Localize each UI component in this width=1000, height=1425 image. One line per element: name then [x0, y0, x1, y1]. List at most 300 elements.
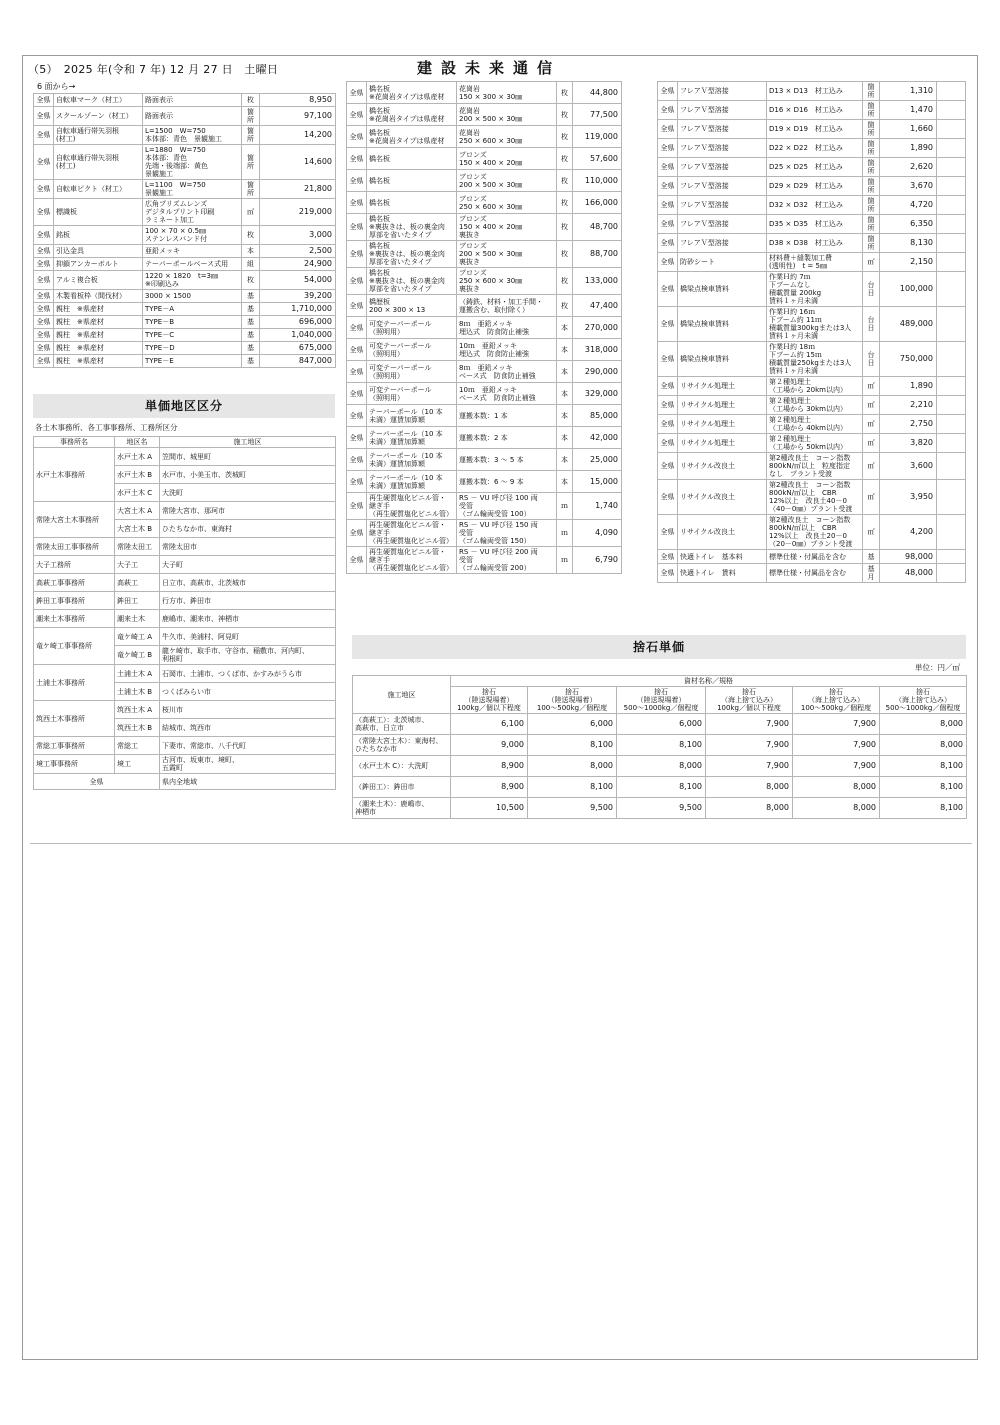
region-cell: 全県: [658, 342, 678, 377]
item-name-cell: 親柱 ※県産材: [54, 342, 143, 355]
item-name-cell: リサイクル処理土: [678, 434, 767, 453]
unit-cell: 枚: [557, 192, 573, 214]
item-name-cell: リサイクル改良土: [678, 515, 767, 550]
bottom-divider: [30, 843, 972, 844]
price-cell: 6,350: [880, 215, 937, 234]
price-cell: 3,820: [880, 434, 937, 453]
region-cell: 全県: [658, 158, 678, 177]
spec-cell: 1220 × 1820 t=3㎜ ※印刷込み: [143, 271, 242, 290]
spec-cell: ブロンズ 250 × 600 × 30㎜: [457, 192, 557, 214]
price-cell: 100,000: [880, 272, 937, 307]
price-cell: 3,950: [880, 480, 937, 515]
table-row: [658, 377, 966, 396]
region-cell: 全県: [347, 383, 367, 405]
item-name-cell: 可変テーパーポール （照明用）: [367, 339, 457, 361]
unit-cell: 枚: [557, 170, 573, 192]
unit-cell: 枚: [557, 82, 573, 104]
unit-cell: 基: [242, 342, 260, 355]
price-cell: 1,660: [880, 120, 937, 139]
item-name-cell: 親柱 ※県産材: [54, 329, 143, 342]
aggregate-table: [352, 675, 967, 819]
region-cell: 全県: [34, 329, 54, 342]
unit-cell: 箇所: [863, 120, 880, 139]
table-row: [347, 361, 622, 383]
unit-cell: 本: [557, 383, 573, 405]
district-row: [34, 502, 336, 520]
aggregate-area-cell: （高萩工）：北茨城市、 高萩市、日立市: [353, 714, 451, 735]
region-cell: 全県: [34, 226, 54, 245]
table-row: [658, 515, 966, 550]
spec-cell: RS － VU 呼び径 150 両 受管 （ゴム輪両受管 150）: [457, 520, 557, 547]
district-area-name: 大宮土木 B: [115, 520, 160, 538]
newspaper-title: 建設未来通信: [417, 59, 562, 77]
aggregate-row: [353, 777, 967, 798]
district-cities: 大洗町: [160, 484, 336, 502]
item-name-cell: 橋名板 ※裏抜きは、板の裏金肉 厚部を省いたタイプ: [367, 241, 457, 268]
district-cities: 大子町: [160, 556, 336, 574]
region-cell: 全県: [658, 215, 678, 234]
price-cell: 1,470: [880, 101, 937, 120]
unit-cell: 本: [557, 361, 573, 383]
spec-cell: 標準仕様・付属品を含む: [767, 550, 863, 564]
spec-cell: L=1880 W=750 本体部：青色 先端・後端部：黄色 景観施工: [143, 145, 242, 180]
item-name-cell: リサイクル処理土: [678, 415, 767, 434]
item-name-cell: スクールゾーン（材工）: [54, 107, 143, 126]
district-row: [34, 737, 336, 755]
table-row: [34, 271, 336, 290]
item-name-cell: 親柱 ※県産材: [54, 303, 143, 316]
item-name-cell: 親柱 ※県産材: [54, 316, 143, 329]
unit-cell: ㎡: [863, 515, 880, 550]
district-row: [34, 556, 336, 574]
spec-cell: テーパーポールベース式用: [143, 258, 242, 271]
item-name-cell: 標識板: [54, 199, 143, 226]
item-name-cell: フレアＶ型溶接: [678, 120, 767, 139]
item-name-cell: リサイクル処理土: [678, 377, 767, 396]
price-table-1: [33, 93, 336, 368]
price-cell: 489,000: [880, 307, 937, 342]
district-area-name: 水戸土木 C: [115, 484, 160, 502]
price-cell: 6,790: [573, 547, 622, 574]
table-row: [658, 82, 966, 101]
unit-cell: 基: [242, 290, 260, 303]
region-cell: 全県: [347, 493, 367, 520]
region-cell: 全県: [658, 253, 678, 272]
unit-cell: 箇所: [863, 139, 880, 158]
spec-cell: 運搬本数：3 ～ 5 本: [457, 449, 557, 471]
region-cell: 全県: [34, 180, 54, 199]
blank-cell: [937, 434, 966, 453]
price-cell: 318,000: [573, 339, 622, 361]
region-cell: 全県: [347, 192, 367, 214]
spec-cell: D29 × D29 材工込み: [767, 177, 863, 196]
aggregate-column-header: 捨石 （陸送現場着） 500～1000kg／個程度: [617, 687, 706, 714]
price-cell: 48,000: [880, 564, 937, 583]
item-name-cell: 自転車ピクト（材工）: [54, 180, 143, 199]
aggregate-column-header: 捨石 （海上捨て込み） 500～1000kg／個程度: [880, 687, 967, 714]
aggregate-price-cell: 8,100: [617, 777, 706, 798]
district-area-name: 境工: [115, 755, 160, 774]
table-row: [347, 449, 622, 471]
unit-cell: ｍ: [557, 493, 573, 520]
price-cell: 4,720: [880, 196, 937, 215]
district-cities: 古河市、坂東市、境町、 五霞町: [160, 755, 336, 774]
unit-cell: 箇所: [863, 196, 880, 215]
region-cell: 全県: [347, 82, 367, 104]
district-cities: 牛久市、美浦村、阿見町: [160, 628, 336, 646]
item-name-cell: 再生硬質塩化ビニル管・ 継ぎ手 （再生硬質塩化ビニル管）: [367, 520, 457, 547]
region-cell: 全県: [34, 290, 54, 303]
region-cell: 全県: [347, 148, 367, 170]
item-name-cell: 橋名板 ※花崗岩タイプは県産材: [367, 104, 457, 126]
district-cities: 笠間市、城里町: [160, 448, 336, 466]
price-cell: 14,200: [260, 126, 336, 145]
item-name-cell: リサイクル改良土: [678, 453, 767, 480]
district-all-area: 県内全地域: [160, 774, 336, 790]
unit-cell: 枚: [557, 268, 573, 295]
spec-cell: 3000 × 1500: [143, 290, 242, 303]
item-name-cell: テーパーポール（10 本 未満）運賃加算額: [367, 471, 457, 493]
unit-cell: 箇所: [863, 234, 880, 253]
unit-cell: 枚: [557, 241, 573, 268]
spec-cell: 運搬本数：6 ～ 9 本: [457, 471, 557, 493]
spec-cell: 10ｍ 亜鉛メッキ 埋込式 防食防止補強: [457, 339, 557, 361]
spec-cell: TYPE－A: [143, 303, 242, 316]
table-row: [347, 104, 622, 126]
unit-cell: 基: [863, 550, 880, 564]
spec-cell: 花崗岩 200 × 500 × 30㎜: [457, 104, 557, 126]
item-name-cell: 橋名板 ※裏抜きは、板の裏金肉 厚部を省いたタイプ: [367, 214, 457, 241]
district-cities: 石岡市、土浦市、つくば市、かすみがうら市: [160, 665, 336, 683]
spec-cell: 10ｍ 亜鉛メッキ ベース式 防食防止補強: [457, 383, 557, 405]
price-cell: 696,000: [260, 316, 336, 329]
item-name-cell: 抑鎖アンカーボルト: [54, 258, 143, 271]
district-office: 土浦土木事務所: [34, 665, 115, 701]
price-cell: 97,100: [260, 107, 336, 126]
price-cell: 24,900: [260, 258, 336, 271]
price-cell: 14,600: [260, 145, 336, 180]
price-cell: 1,710,000: [260, 303, 336, 316]
table-row: [34, 258, 336, 271]
item-name-cell: フレアＶ型溶接: [678, 139, 767, 158]
table-row: [34, 145, 336, 180]
table-row: [34, 199, 336, 226]
aggregate-price-cell: 8,900: [451, 756, 528, 777]
price-cell: 8,950: [260, 94, 336, 107]
item-name-cell: 橋歴板 200 × 300 × 13: [367, 295, 457, 317]
unit-cell: ｍ: [557, 547, 573, 574]
blank-cell: [937, 82, 966, 101]
aggregate-price-cell: 10,500: [451, 798, 528, 819]
region-cell: 全県: [658, 101, 678, 120]
price-cell: 42,000: [573, 427, 622, 449]
district-cities: 下妻市、常総市、八千代町: [160, 737, 336, 755]
table-row: [658, 215, 966, 234]
aggregate-price-cell: 8,100: [528, 735, 617, 756]
price-cell: 1,310: [880, 82, 937, 101]
item-name-cell: フレアＶ型溶接: [678, 177, 767, 196]
district-cities: 鹿嶋市、潮来市、神栖市: [160, 610, 336, 628]
blank-cell: [937, 101, 966, 120]
region-cell: 全県: [347, 449, 367, 471]
table-row: [658, 396, 966, 415]
item-name-cell: 自転車通行帯矢羽根 (材工): [54, 126, 143, 145]
unit-cell: 箇所: [863, 177, 880, 196]
blank-cell: [937, 396, 966, 415]
spec-cell: D32 × D32 材工込み: [767, 196, 863, 215]
unit-cell: 台 日: [863, 272, 880, 307]
unit-cell: ㎡: [242, 199, 260, 226]
district-row: [34, 592, 336, 610]
district-row: [34, 574, 336, 592]
table-row: [34, 245, 336, 258]
price-cell: 25,000: [573, 449, 622, 471]
table-row: [658, 234, 966, 253]
item-name-cell: フレアＶ型溶接: [678, 101, 767, 120]
aggregate-row: [353, 714, 967, 735]
unit-cell: 本: [557, 471, 573, 493]
aggregate-row: [353, 798, 967, 819]
unit-cell: 枚: [557, 214, 573, 241]
blank-cell: [937, 342, 966, 377]
spec-cell: 第2種改良土 コーン指数 800kN/㎡以上 粒度指定 なし プラント受渡: [767, 453, 863, 480]
aggregate-price-cell: 7,900: [793, 714, 880, 735]
continued-label: 6 面から→: [37, 82, 76, 91]
price-cell: 2,620: [880, 158, 937, 177]
unit-cell: 箇所: [863, 215, 880, 234]
blank-cell: [937, 550, 966, 564]
region-cell: 全県: [34, 94, 54, 107]
table-row: [658, 415, 966, 434]
region-cell: 全県: [34, 342, 54, 355]
spec-cell: 第２種処理土 （工場から 20km以内）: [767, 377, 863, 396]
region-cell: 全県: [658, 234, 678, 253]
district-row: [34, 665, 336, 683]
spec-cell: 花崗岩 250 × 600 × 30㎜: [457, 126, 557, 148]
blank-cell: [937, 564, 966, 583]
region-cell: 全県: [658, 480, 678, 515]
page-header: [22, 60, 978, 76]
region-cell: 全県: [658, 272, 678, 307]
blank-cell: [937, 453, 966, 480]
district-cities: 日立市、高萩市、北茨城市: [160, 574, 336, 592]
table-row: [658, 453, 966, 480]
blank-cell: [937, 215, 966, 234]
price-cell: 1,040,000: [260, 329, 336, 342]
column-3: [657, 81, 965, 583]
unit-cell: 台 日: [863, 342, 880, 377]
table-row: [347, 268, 622, 295]
region-cell: 全県: [347, 339, 367, 361]
issue-date: 2025 年(令和 7 年) 12 月 27 日 土曜日: [63, 63, 279, 76]
district-table: [33, 436, 336, 790]
page-number: （5）: [28, 63, 53, 76]
spec-cell: ブロンズ 150 × 400 × 20㎜ 裏抜き: [457, 214, 557, 241]
aggregate-area-cell: （鉾田工）：鉾田市: [353, 777, 451, 798]
spec-cell: D22 × D22 材工込み: [767, 139, 863, 158]
table-row: [658, 550, 966, 564]
table-row: [347, 170, 622, 192]
table-row: [347, 339, 622, 361]
aggregate-column-header: 捨石 （海上捨て込み） 100～500kg／個程度: [793, 687, 880, 714]
district-area-name: 竜ケ崎工 B: [115, 646, 160, 665]
table-row: [347, 427, 622, 449]
district-area-name: 水戸土木 A: [115, 448, 160, 466]
item-name-cell: テーパーポール（10 本 未満）運賃加算額: [367, 449, 457, 471]
district-office: 潮来土木事務所: [34, 610, 115, 628]
blank-cell: [937, 177, 966, 196]
spec-cell: TYPE－D: [143, 342, 242, 355]
aggregate-price-cell: 8,100: [528, 777, 617, 798]
price-cell: 47,400: [573, 295, 622, 317]
aggregate-price-cell: 6,100: [451, 714, 528, 735]
aggregate-price-cell: 8,000: [793, 777, 880, 798]
district-row-all: [34, 774, 336, 790]
region-cell: 全県: [658, 550, 678, 564]
district-area-name: 高萩工: [115, 574, 160, 592]
aggregate-price-cell: 7,900: [793, 735, 880, 756]
price-cell: 1,890: [880, 377, 937, 396]
table-row: [658, 307, 966, 342]
spec-cell: 広角プリズムレンズ デジタルプリント印刷 ラミネート加工: [143, 199, 242, 226]
table-row: [347, 148, 622, 170]
item-name-cell: アルミ複合板: [54, 271, 143, 290]
region-cell: 全県: [347, 104, 367, 126]
table-row: [347, 520, 622, 547]
unit-cell: 箇所: [863, 101, 880, 120]
unit-cell: ㎡: [863, 396, 880, 415]
item-name-cell: 可変テーパーポール （照明用）: [367, 383, 457, 405]
item-name-cell: フレアＶ型溶接: [678, 158, 767, 177]
price-cell: 750,000: [880, 342, 937, 377]
region-cell: 全県: [658, 139, 678, 158]
blank-cell: [937, 272, 966, 307]
price-cell: 77,500: [573, 104, 622, 126]
aggregate-row: [353, 756, 967, 777]
unit-cell: 枚: [242, 94, 260, 107]
item-name-cell: 可変テーパーポール （照明用）: [367, 361, 457, 383]
district-office: 筑西土木事務所: [34, 701, 115, 737]
district-area-name: 竜ケ崎工 A: [115, 628, 160, 646]
district-cities: 常陸大宮市、那珂市: [160, 502, 336, 520]
region-cell: 全県: [347, 317, 367, 339]
table-row: [34, 226, 336, 245]
region-cell: 全県: [658, 196, 678, 215]
spec-cell: TYPE－B: [143, 316, 242, 329]
aggregate-price-cell: 7,900: [793, 756, 880, 777]
price-cell: 3,670: [880, 177, 937, 196]
price-cell: 2,150: [880, 253, 937, 272]
spec-cell: D25 × D25 材工込み: [767, 158, 863, 177]
price-cell: 3,000: [260, 226, 336, 245]
unit-cell: 本: [242, 245, 260, 258]
aggregate-price-cell: 8,100: [617, 735, 706, 756]
aggregate-price-cell: 7,900: [706, 735, 793, 756]
aggregate-column-header: 捨石 （陸送現場着） 100～500kg／個程度: [528, 687, 617, 714]
table-row: [347, 547, 622, 574]
price-cell: 1,890: [880, 139, 937, 158]
unit-cell: 台 日: [863, 307, 880, 342]
district-area-name: 常総工: [115, 737, 160, 755]
district-cities: 結城市、筑西市: [160, 719, 336, 737]
price-cell: 88,700: [573, 241, 622, 268]
price-cell: 119,000: [573, 126, 622, 148]
table-row: [658, 196, 966, 215]
item-name-cell: 橋梁点検車賃料: [678, 342, 767, 377]
item-name-cell: 銘板: [54, 226, 143, 245]
district-area-name: 土浦土木 A: [115, 665, 160, 683]
item-name-cell: 橋名板: [367, 170, 457, 192]
spec-cell: D13 × D13 材工込み: [767, 82, 863, 101]
region-cell: 全県: [34, 271, 54, 290]
district-office: 常陸太田工事事務所: [34, 538, 115, 556]
aggregate-price-cell: 8,000: [528, 756, 617, 777]
table-row: [658, 120, 966, 139]
item-name-cell: フレアＶ型溶接: [678, 215, 767, 234]
table-row: [347, 126, 622, 148]
unit-cell: 基: [242, 303, 260, 316]
item-name-cell: 自転車通行帯矢羽根 (材工): [54, 145, 143, 180]
price-cell: 329,000: [573, 383, 622, 405]
spec-cell: ブロンズ 150 × 400 × 20㎜: [457, 148, 557, 170]
region-cell: 全県: [658, 415, 678, 434]
district-header-area-name: 地区名: [115, 437, 160, 448]
price-cell: 85,000: [573, 405, 622, 427]
price-cell: 133,000: [573, 268, 622, 295]
unit-cell: 基: [242, 355, 260, 368]
item-name-cell: リサイクル処理土: [678, 396, 767, 415]
spec-cell: RS － VU 呼び径 200 両 受管 （ゴム輪両受管 200）: [457, 547, 557, 574]
table-row: [34, 180, 336, 199]
spec-cell: 第2種改良土 コーン指数 800kN/㎡以上 CBR 12%以上 改良土40－0 （40－0㎜）プラント受渡: [767, 480, 863, 515]
aggregate-price-cell: 9,500: [528, 798, 617, 819]
item-name-cell: 親柱 ※県産材: [54, 355, 143, 368]
aggregate-price-cell: 6,000: [528, 714, 617, 735]
spec-cell: （鋳鉄、材料・加工手間・ 運搬含む、取付除く）: [457, 295, 557, 317]
district-office: 高萩工事事務所: [34, 574, 115, 592]
table-row: [34, 316, 336, 329]
aggregate-price-cell: 8,100: [880, 798, 967, 819]
region-cell: 全県: [347, 126, 367, 148]
region-cell: 全県: [347, 427, 367, 449]
district-office: 常陸大宮土木事務所: [34, 502, 115, 538]
blank-cell: [937, 515, 966, 550]
district-cities: ひたちなか市、東海村: [160, 520, 336, 538]
item-name-cell: リサイクル改良土: [678, 480, 767, 515]
item-name-cell: 橋名板: [367, 192, 457, 214]
district-office: 大子工務所: [34, 556, 115, 574]
aggregate-price-cell: 9,000: [451, 735, 528, 756]
spec-cell: ブロンズ 200 × 500 × 30㎜ 裏抜き: [457, 241, 557, 268]
unit-cell: ㎡: [863, 253, 880, 272]
district-area-name: 水戸土木 B: [115, 466, 160, 484]
blank-cell: [937, 196, 966, 215]
table-row: [34, 329, 336, 342]
district-cities: 常陸太田市: [160, 538, 336, 556]
page-number-date: [28, 61, 278, 77]
item-name-cell: 自転車マーク（材工）: [54, 94, 143, 107]
item-name-cell: 可変テーパーポール （照明用）: [367, 317, 457, 339]
aggregate-section: [352, 635, 966, 819]
aggregate-price-cell: 6,000: [617, 714, 706, 735]
unit-cell: ㎡: [863, 377, 880, 396]
table-row: [658, 434, 966, 453]
table-row: [347, 192, 622, 214]
district-area-name: 鉾田工: [115, 592, 160, 610]
price-cell: 4,200: [880, 515, 937, 550]
region-cell: 全県: [658, 453, 678, 480]
unit-cell: 本: [557, 427, 573, 449]
